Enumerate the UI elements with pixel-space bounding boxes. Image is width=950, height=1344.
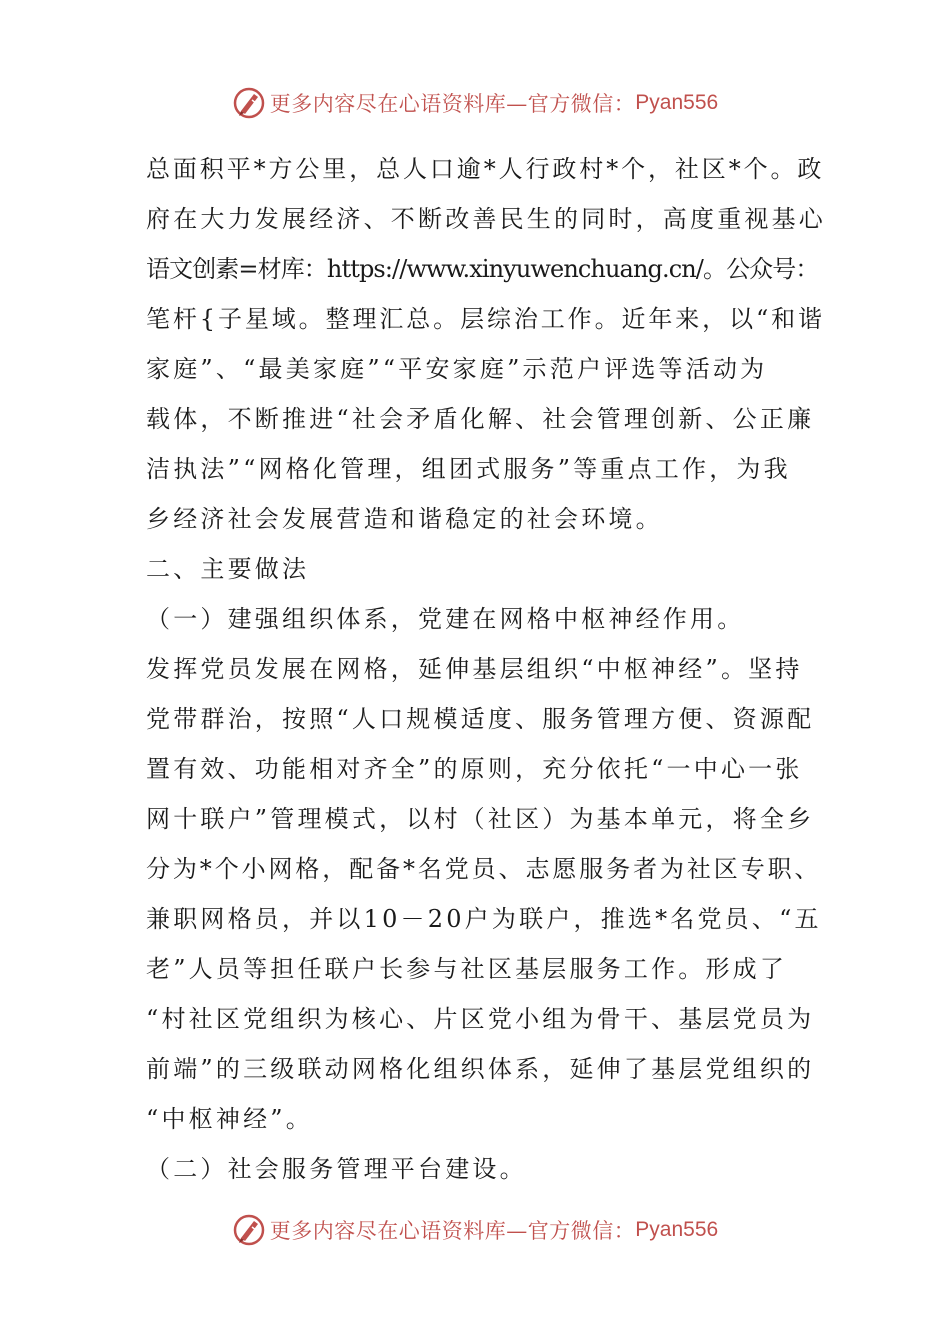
document-body	[146, 146, 826, 1196]
header-banner-wechat-id: Pyan556	[635, 91, 719, 114]
body-line: 老”人员等担任联户长参与社区基层服务工作。形成了	[146, 955, 788, 983]
pen-logo-icon	[232, 1213, 266, 1247]
body-line: 兼职网格员，并以10－20户为联户，推选*名党员、“五	[146, 905, 822, 933]
body-line: 网十联户”管理模式，以村（社区）为基本单元，将全乡	[146, 805, 815, 833]
footer-banner-wechat-id: Pyan556	[635, 1218, 719, 1241]
subsection-heading: （二）社会服务管理平台建设。	[146, 1155, 527, 1183]
body-line: 分为*个小网格，配备*名党员、志愿服务者为社区专职、	[146, 855, 822, 883]
header-banner	[0, 83, 950, 123]
body-line: 总面积平*方公里，总人口逾*人行政村*个，社区*个。政	[146, 155, 825, 183]
body-line: 府在大力发展经济、不断改善民生的同时，高度重视基心	[146, 205, 826, 233]
body-line: 置有效、功能相对齐全”的原则，充分依托“一中心一张	[146, 755, 803, 783]
body-line: 前端”的三级联动网格化组织体系，延伸了基层党组织的	[146, 1055, 815, 1083]
body-line: 笔杆{子星域。整理汇总。层综治工作。近年来，以“和谐	[146, 305, 825, 333]
body-line: 发挥党员发展在网格，延伸基层组织“中枢神经”。坚持	[146, 655, 803, 683]
body-line: 家庭”、“最美家庭”“平安家庭”示范户评选等活动为	[146, 355, 768, 383]
body-line: 乡经济社会发展营造和谐稳定的社会环境。	[146, 505, 663, 533]
header-banner-text: 更多内容尽在心语资料库—官方微信：	[269, 92, 636, 116]
body-line: “中枢神经”。	[146, 1105, 313, 1133]
body-line: “村社区党组织为核心、片区党小组为骨干、基层党员为	[146, 1005, 815, 1033]
footer-banner-text: 更多内容尽在心语资料库—官方微信：	[269, 1219, 636, 1243]
body-line: 洁执法”“网格化管理，组团式服务”等重点工作，为我	[146, 455, 791, 483]
footer-banner	[0, 1210, 950, 1250]
body-line: 载体，不断推进“社会矛盾化解、社会管理创新、公正廉	[146, 405, 815, 433]
subsection-heading: （一）建强组织体系，党建在网格中枢神经作用。	[146, 605, 745, 633]
pen-logo-icon	[232, 86, 266, 120]
section-heading: 二、主要做法	[146, 555, 310, 583]
body-line: 党带群治，按照“人口规模适度、服务管理方便、资源配	[146, 705, 815, 733]
body-line: 语文创素=材库：https://www.xinyuwenchuang.cn/。公众号：	[146, 255, 819, 283]
